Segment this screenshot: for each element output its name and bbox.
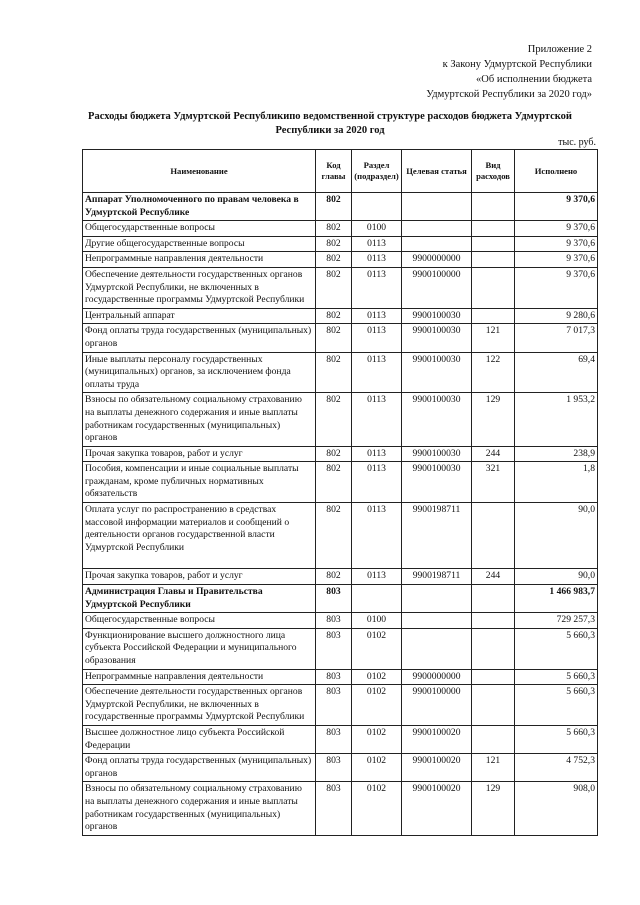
cell-done: 9 370,6	[515, 193, 598, 221]
cell-done: 9 370,6	[515, 221, 598, 237]
cell-code: 802	[316, 252, 352, 268]
cell-name: Фонд оплаты труда государственных (муниципальных) органов	[83, 324, 316, 352]
cell-code: 803	[316, 685, 352, 726]
cell-done: 69,4	[515, 352, 598, 393]
table-row	[83, 236, 598, 252]
cell-target	[402, 221, 472, 237]
table-row	[83, 628, 598, 669]
table-row	[83, 308, 598, 324]
appendix-line: «Об исполнении бюджета	[476, 74, 592, 85]
cell-code: 802	[316, 393, 352, 446]
cell-code: 802	[316, 308, 352, 324]
cell-done: 5 660,3	[515, 628, 598, 669]
table-row	[83, 462, 598, 503]
cell-section	[352, 585, 402, 613]
table-row	[83, 221, 598, 237]
table-row	[83, 725, 598, 753]
appendix-line: к Закону Удмуртской Республики	[442, 59, 592, 70]
cell-type	[472, 585, 515, 613]
cell-name: Обеспечение деятельности государственных органов Удмуртской Республики, не включенных в государственные программы Удмуртской Республики	[83, 685, 316, 726]
table-row	[83, 569, 598, 585]
cell-code: 803	[316, 782, 352, 835]
cell-target: 9900100030	[402, 446, 472, 462]
table-body	[83, 193, 598, 836]
cell-section: 0113	[352, 324, 402, 352]
table-row	[83, 585, 598, 613]
cell-type: 121	[472, 324, 515, 352]
cell-done: 9 280,6	[515, 308, 598, 324]
cell-done: 5 660,3	[515, 685, 598, 726]
cell-code: 802	[316, 569, 352, 585]
cell-section: 0100	[352, 221, 402, 237]
cell-target: 9900000000	[402, 252, 472, 268]
cell-section: 0102	[352, 685, 402, 726]
table-row	[83, 324, 598, 352]
cell-name: Прочая закупка товаров, работ и услуг	[83, 569, 316, 585]
cell-done: 90,0	[515, 569, 598, 585]
cell-target	[402, 613, 472, 629]
cell-section: 0113	[352, 446, 402, 462]
cell-section: 0113	[352, 236, 402, 252]
table-row	[83, 613, 598, 629]
cell-done: 5 660,3	[515, 669, 598, 685]
cell-done: 1 953,2	[515, 393, 598, 446]
cell-type	[472, 503, 515, 569]
appendix-line: Удмуртской Республики за 2020 год»	[426, 89, 592, 100]
header-code: Код главы	[316, 150, 352, 193]
cell-name: Взносы по обязательному социальному страхованию на выплаты денежного содержания и иные выплаты работникам государственных (муниципальных) органов	[83, 393, 316, 446]
cell-target: 9900100030	[402, 393, 472, 446]
cell-code: 802	[316, 193, 352, 221]
cell-name: Функционирование высшего должностного лица субъекта Российской Федерации и муниципального образования	[83, 628, 316, 669]
cell-name: Оплата услуг по распространению в средствах массовой информации материалов и сообщений о деятельности органов государственной власти Удмуртской Республики	[83, 503, 316, 569]
header-name: Наименование	[83, 150, 316, 193]
cell-code: 803	[316, 725, 352, 753]
cell-target	[402, 628, 472, 669]
cell-done: 7 017,3	[515, 324, 598, 352]
cell-type	[472, 685, 515, 726]
cell-name: Аппарат Уполномоченного по правам человека в Удмуртской Республике	[83, 193, 316, 221]
cell-section: 0102	[352, 669, 402, 685]
cell-section: 0113	[352, 462, 402, 503]
cell-section: 0113	[352, 503, 402, 569]
cell-target: 9900100030	[402, 462, 472, 503]
table-row	[83, 267, 598, 308]
cell-code: 802	[316, 267, 352, 308]
table-row	[83, 754, 598, 782]
cell-section: 0102	[352, 725, 402, 753]
cell-type: 121	[472, 754, 515, 782]
cell-code: 802	[316, 236, 352, 252]
cell-name: Пособия, компенсации и иные социальные выплаты гражданам, кроме публичных нормативных обязательств	[83, 462, 316, 503]
table-row	[83, 685, 598, 726]
table-row	[83, 352, 598, 393]
cell-type: 129	[472, 393, 515, 446]
cell-name: Администрация Главы и Правительства Удмуртской Республики	[83, 585, 316, 613]
cell-section: 0113	[352, 569, 402, 585]
cell-type	[472, 725, 515, 753]
cell-code: 803	[316, 613, 352, 629]
cell-name: Фонд оплаты труда государственных (муниципальных) органов	[83, 754, 316, 782]
cell-type	[472, 628, 515, 669]
cell-target	[402, 236, 472, 252]
cell-type: 321	[472, 462, 515, 503]
cell-section: 0113	[352, 393, 402, 446]
cell-code: 803	[316, 585, 352, 613]
header-done: Исполнено	[515, 150, 598, 193]
cell-target: 9900198711	[402, 503, 472, 569]
cell-section	[352, 193, 402, 221]
cell-done: 9 370,6	[515, 236, 598, 252]
cell-section: 0102	[352, 754, 402, 782]
cell-code: 802	[316, 462, 352, 503]
cell-name: Высшее должностное лицо субъекта Российской Федерации	[83, 725, 316, 753]
cell-type	[472, 193, 515, 221]
cell-target: 9900100020	[402, 754, 472, 782]
header-type: Вид расходов	[472, 150, 515, 193]
cell-target: 9900100020	[402, 782, 472, 835]
cell-done: 9 370,6	[515, 252, 598, 268]
header-target: Целевая статья	[402, 150, 472, 193]
cell-name: Непрограммные направления деятельности	[83, 252, 316, 268]
cell-type	[472, 267, 515, 308]
cell-section: 0113	[352, 352, 402, 393]
cell-section: 0102	[352, 628, 402, 669]
cell-name: Центральный аппарат	[83, 308, 316, 324]
cell-section: 0113	[352, 267, 402, 308]
cell-target: 9900100020	[402, 725, 472, 753]
cell-type: 129	[472, 782, 515, 835]
cell-done: 4 752,3	[515, 754, 598, 782]
cell-done: 729 257,3	[515, 613, 598, 629]
table-row	[83, 393, 598, 446]
cell-code: 803	[316, 669, 352, 685]
table-row	[83, 446, 598, 462]
cell-name: Общегосударственные вопросы	[83, 221, 316, 237]
cell-type	[472, 669, 515, 685]
cell-name: Непрограммные направления деятельности	[83, 669, 316, 685]
cell-target: 9900100030	[402, 352, 472, 393]
cell-type	[472, 613, 515, 629]
cell-name: Общегосударственные вопросы	[83, 613, 316, 629]
cell-section: 0113	[352, 308, 402, 324]
header-section: Раздел (подраздел)	[352, 150, 402, 193]
unit-label: тыс. руб.	[558, 137, 596, 148]
cell-target: 9900100030	[402, 324, 472, 352]
cell-done: 5 660,3	[515, 725, 598, 753]
cell-done: 90,0	[515, 503, 598, 569]
cell-done: 9 370,6	[515, 267, 598, 308]
cell-done: 908,0	[515, 782, 598, 835]
cell-section: 0113	[352, 252, 402, 268]
cell-name: Иные выплаты персоналу государственных (муниципальных) органов, за исключением фонда оплаты труда	[83, 352, 316, 393]
cell-name: Обеспечение деятельности государственных органов Удмуртской Республики, не включенных в государственные программы Удмуртской Республики	[83, 267, 316, 308]
document-title: Расходы бюджета Удмуртской Республикипо ведомственной структуре расходов бюджета Удмуртской Республики за 2020 год	[88, 111, 572, 136]
cell-code: 803	[316, 628, 352, 669]
cell-target: 9900000000	[402, 669, 472, 685]
cell-type	[472, 221, 515, 237]
cell-code: 803	[316, 754, 352, 782]
cell-name: Прочая закупка товаров, работ и услуг	[83, 446, 316, 462]
cell-target: 9900100000	[402, 685, 472, 726]
table-row	[83, 252, 598, 268]
cell-section: 0100	[352, 613, 402, 629]
cell-type	[472, 308, 515, 324]
cell-code: 802	[316, 352, 352, 393]
cell-target: 9900198711	[402, 569, 472, 585]
cell-name: Другие общегосударственные вопросы	[83, 236, 316, 252]
table-row	[83, 193, 598, 221]
cell-name: Взносы по обязательному социальному страхованию на выплаты денежного содержания и иные выплаты работникам государственных (муниципальных) органов	[83, 782, 316, 835]
cell-done: 1,8	[515, 462, 598, 503]
table-row	[83, 503, 598, 569]
table-row	[83, 669, 598, 685]
cell-type	[472, 252, 515, 268]
cell-target: 9900100000	[402, 267, 472, 308]
cell-code: 802	[316, 221, 352, 237]
table-row	[83, 782, 598, 835]
cell-target: 9900100030	[402, 308, 472, 324]
appendix-line: Приложение 2	[527, 44, 592, 55]
cell-target	[402, 585, 472, 613]
appendix-note	[426, 42, 592, 102]
cell-done: 238,9	[515, 446, 598, 462]
cell-target	[402, 193, 472, 221]
cell-type: 244	[472, 446, 515, 462]
cell-type: 244	[472, 569, 515, 585]
cell-section: 0102	[352, 782, 402, 835]
cell-code: 802	[316, 503, 352, 569]
cell-code: 802	[316, 446, 352, 462]
expenditure-table	[82, 149, 598, 836]
cell-type: 122	[472, 352, 515, 393]
cell-type	[472, 236, 515, 252]
cell-done: 1 466 983,7	[515, 585, 598, 613]
table-header-row	[83, 150, 598, 193]
cell-code: 802	[316, 324, 352, 352]
